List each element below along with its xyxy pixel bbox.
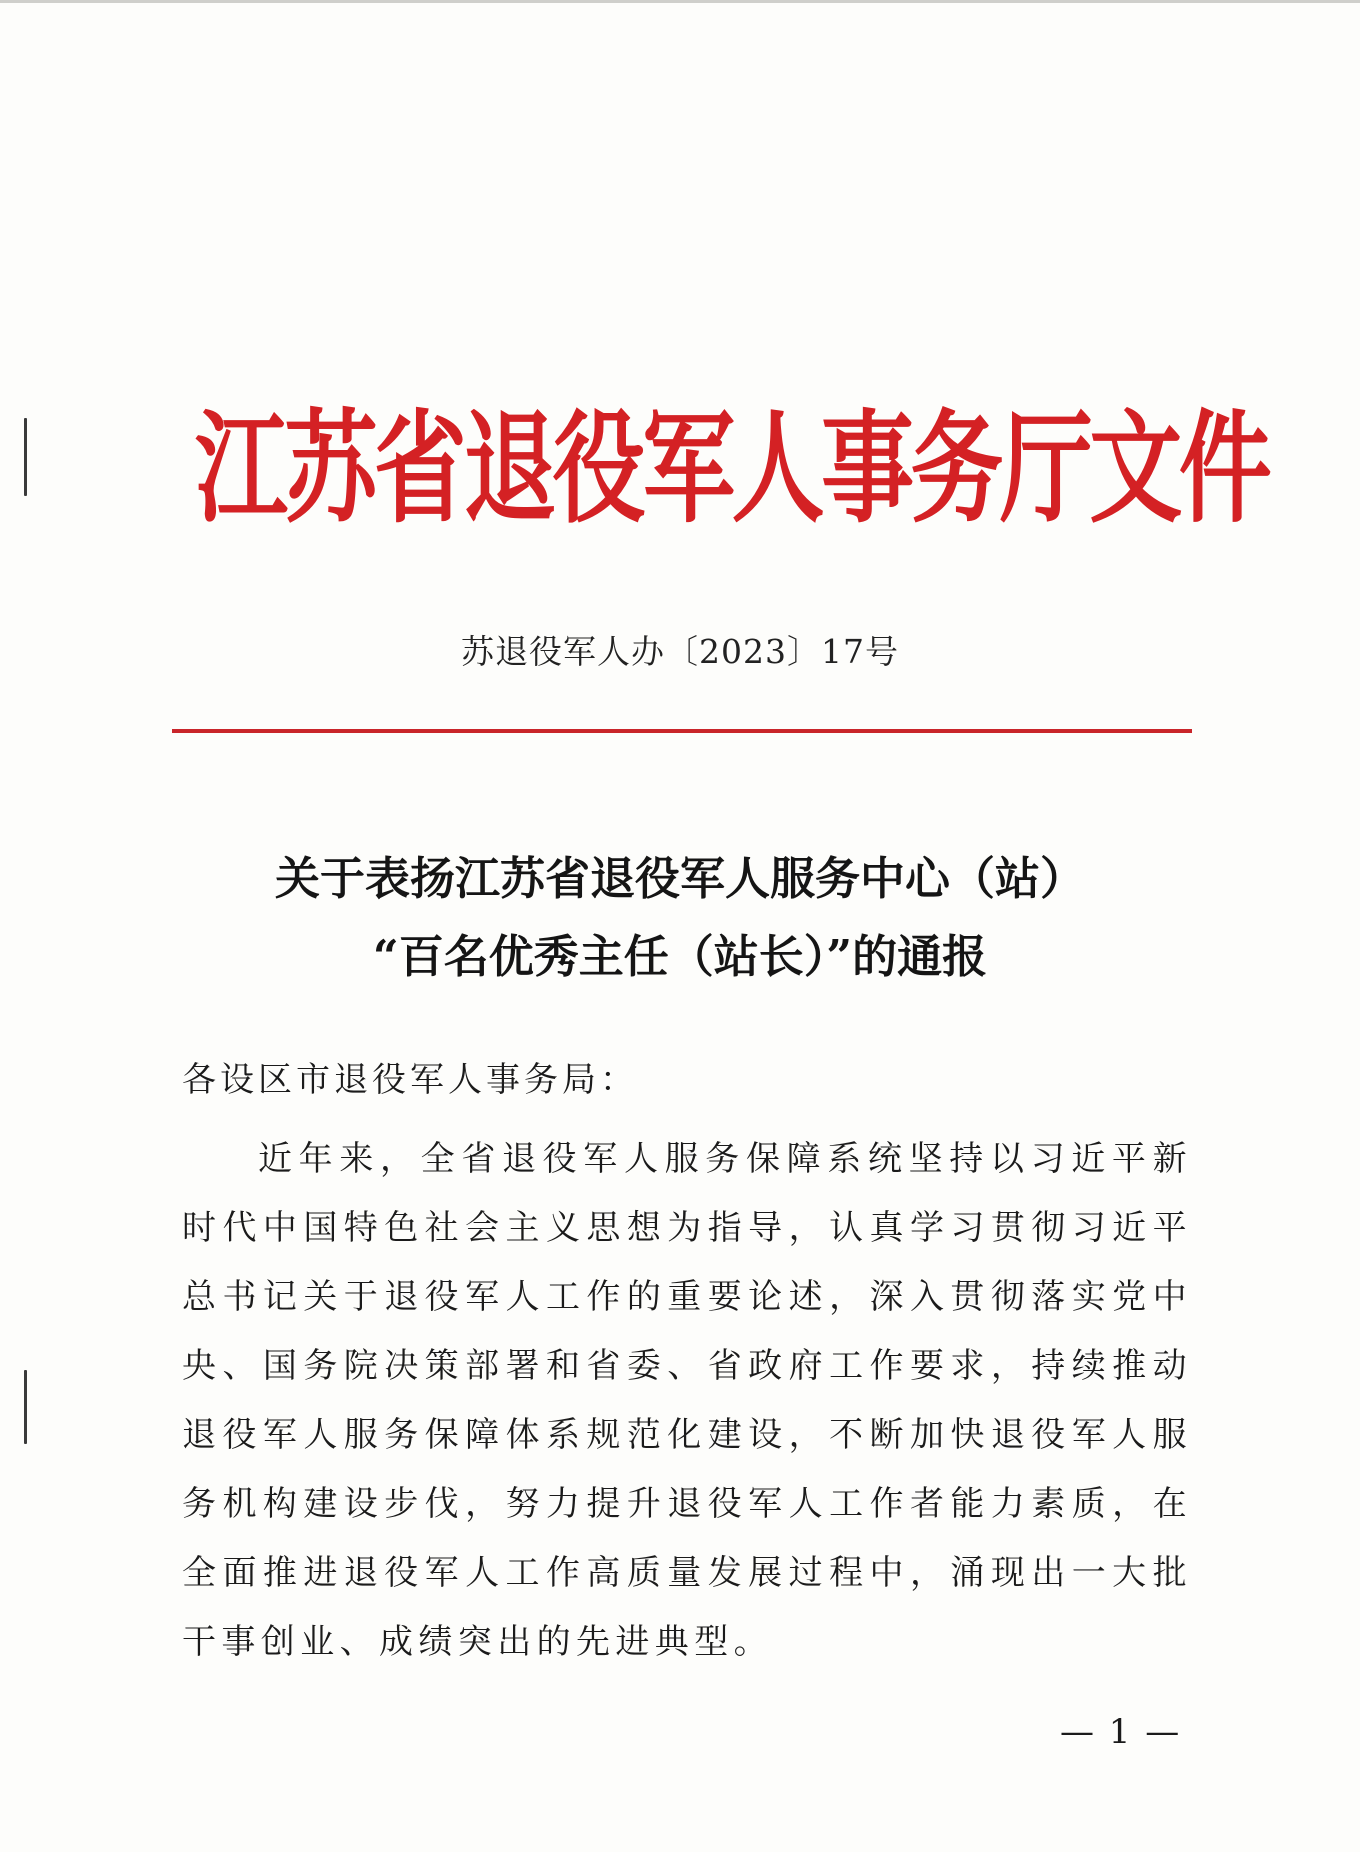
binding-hole-mark	[24, 1370, 27, 1444]
binding-hole-mark	[24, 418, 27, 496]
scan-edge	[0, 0, 1360, 3]
notice-title-line-2: “百名优秀主任（站长）”的通报	[372, 930, 988, 983]
notice-title	[0, 840, 1360, 996]
body-paragraph: 近年来，全省退役军人服务保障系统坚持以习近平新时代中国特色社会主义思想为指导，认真学习贯彻习近平总书记关于退役军人工作的重要论述，深入贯彻落实党中央、国务院决策部署和省委、省政府工作要求，持续推动退役军人服务保障体系规范化建设，不断加快退役军人服务机构建设步伐，努力提升退役军人工作者能力素质，在全面推进退役军人工作高质量发展过程中，涌现出一大批干事创业、成绩突出的先进典型。	[182, 1139, 1192, 1662]
salutation: 各设区市退役军人事务局：	[182, 1060, 638, 1100]
issuing-authority-header: 江苏省退役军人事务厅文件	[195, 399, 1269, 540]
page-number: — 1 —	[1060, 1712, 1182, 1752]
red-divider-line	[172, 729, 1192, 733]
notice-title-line-1: 关于表扬江苏省退役军人服务中心（站）	[274, 852, 1085, 905]
document-number: 苏退役军人办〔2023〕17号	[461, 632, 899, 671]
